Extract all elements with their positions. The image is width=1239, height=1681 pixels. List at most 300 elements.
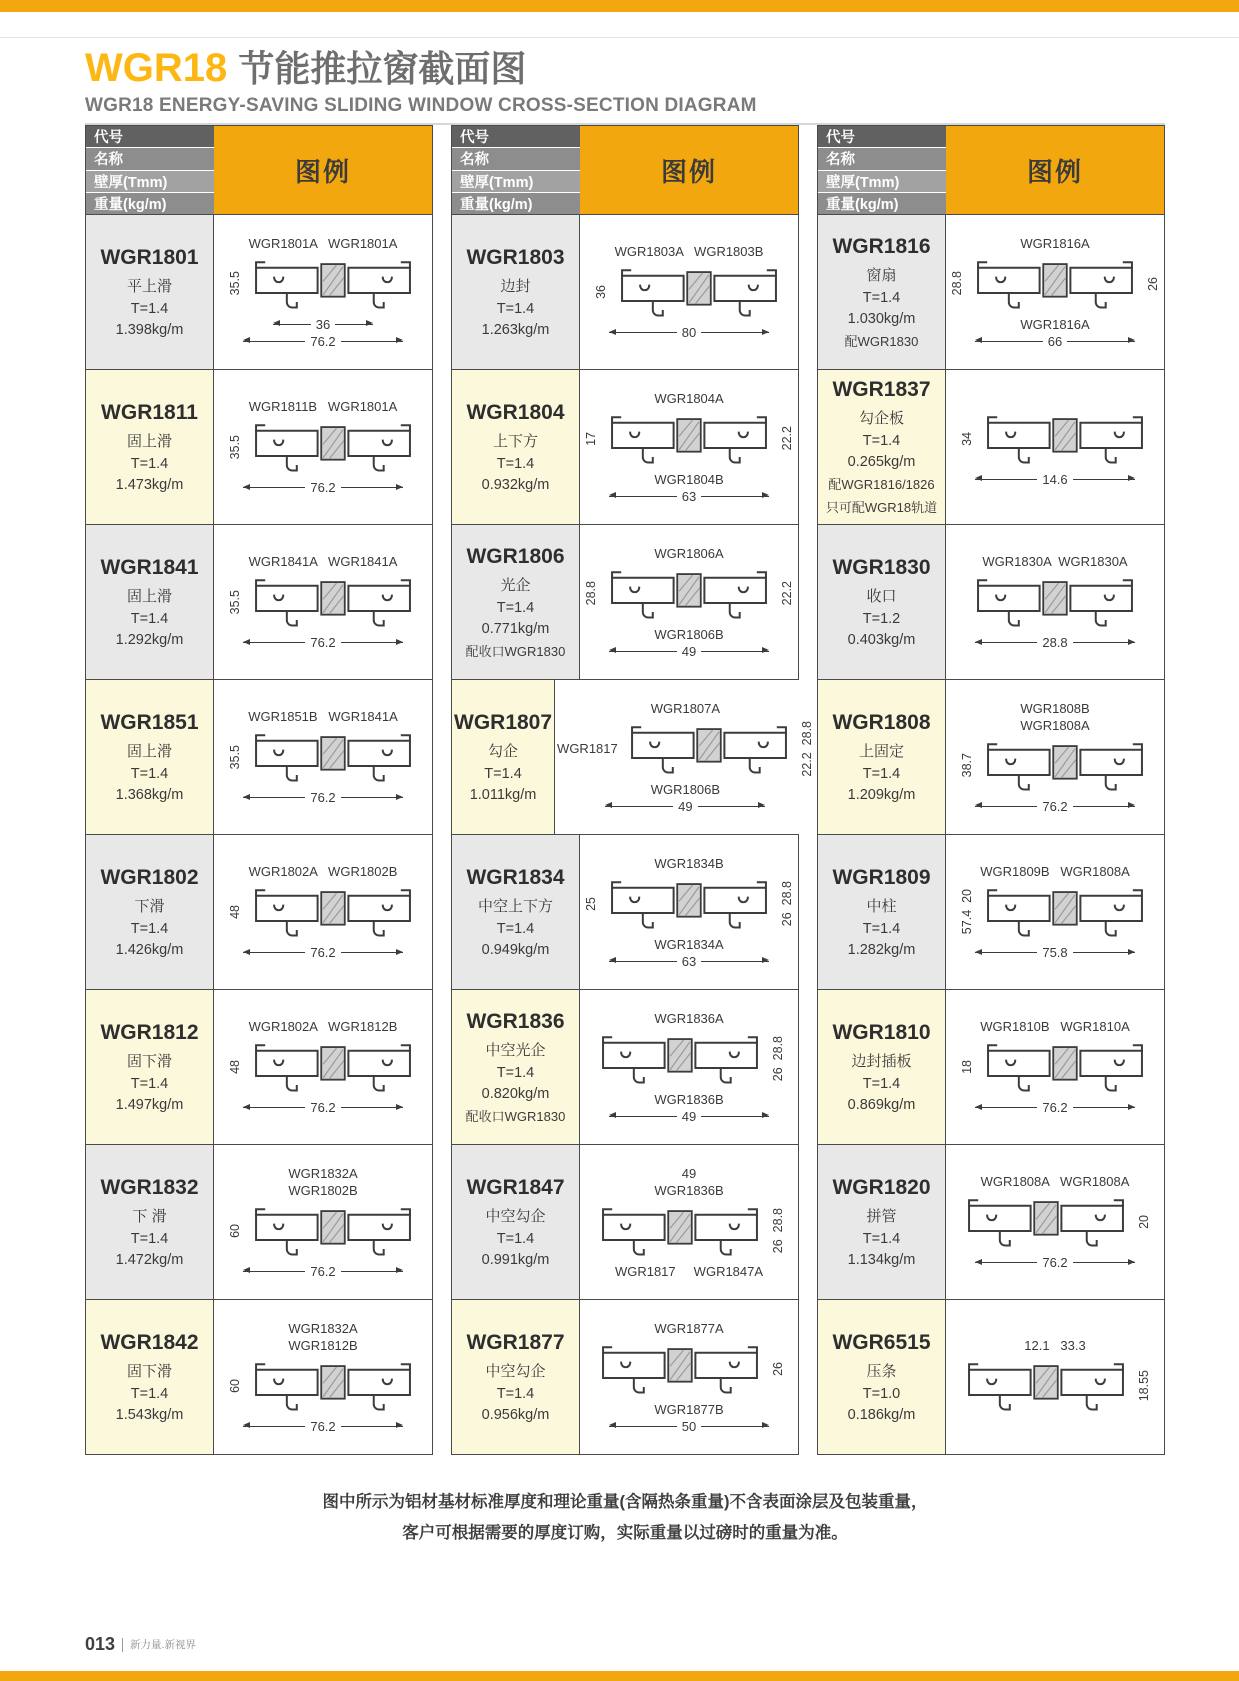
unit-weight: 1.368kg/m [115,787,184,803]
product-code: WGR1830 [832,556,931,579]
product-code: WGR1808 [832,711,931,734]
dimension-line [273,317,373,332]
product-row [86,1299,432,1454]
profile-cross-section-drawing [247,573,419,631]
dimension-value: 76.2 [310,635,336,650]
wall-thickness: T=1.2 [862,611,901,627]
diagram-cell [580,215,798,369]
diagram-body [594,1202,785,1260]
product-info [452,525,580,679]
compat-note: 只可配WGR18轨道 [825,500,938,515]
product-code: WGR1877 [466,1331,565,1354]
diagram-cell [214,835,432,989]
product-info [86,680,214,834]
left-dimension: 34 [959,431,974,446]
unit-weight: 1.030kg/m [847,310,916,327]
left-dimension: 35.5 [227,434,242,460]
profile-drawing-wrap [247,728,419,786]
wall-thickness: T=1.4 [862,921,901,937]
diagram-top-labels: WGR1803A WGR1803B [614,244,764,259]
product-name: 拼管 [866,1208,897,1225]
wall-thickness: T=1.4 [862,766,901,782]
dim-arrow-left [243,1107,305,1108]
diagram-cell [946,1300,1164,1454]
diagram-top-labels: WGR1809B WGR1808A [980,864,1130,879]
unit-weight: 1.426kg/m [115,942,184,958]
dimension-line [605,799,765,814]
diagram-bottom-label: WGR1804B [654,471,724,487]
profile-table-column-2 [451,125,814,1455]
header-label: 壁厚(Tmm) [86,171,214,193]
diagram-body [584,565,794,623]
product-row [452,369,798,524]
product-info [86,525,214,679]
dim-arrow-left [975,479,1037,480]
product-row [818,1299,1164,1454]
dim-arrow-left [975,1262,1037,1263]
diagram-bottom-label: WGR1806B [650,781,721,797]
dim-arrow-right [701,1426,769,1427]
right-dimension: 26 [770,1361,785,1376]
product-info [86,835,214,989]
unit-weight: 0.956kg/m [481,1407,550,1423]
profile-table-column-3 [817,125,1165,1455]
product-name: 固上滑 [126,433,172,450]
left-dimension: 57.4 20 [959,889,974,935]
product-row [86,989,432,1144]
product-name: 收口 [866,588,897,605]
product-name: 压条 [866,1363,897,1380]
dimension-line [975,1255,1135,1270]
profile-cross-section-drawing [594,1202,766,1260]
diagram-top-labels: WGR1802A WGR1812B [248,1019,398,1034]
diagram-body [594,1030,785,1088]
diagram-top-labels: WGR1830A WGR1830A [982,554,1128,569]
profile-cross-section-drawing [979,1038,1151,1096]
diagram-top-labels-2: WGR1808A [1020,717,1090,733]
product-info [452,1145,580,1299]
dim-arrow-left [273,324,311,325]
product-row [86,834,432,989]
header-label: 名称 [86,148,214,170]
diagram-top-labels: WGR1816A [1020,235,1090,251]
product-info [452,835,580,989]
profile-drawing-wrap [594,1340,766,1398]
product-code: WGR1834 [466,866,565,889]
right-dimension: 22.2 [780,426,794,451]
profile-drawing-wrap [960,1193,1132,1251]
product-name: 中空勾企 [485,1208,546,1225]
dim-arrow-right [701,496,769,497]
product-code: WGR1803 [466,246,565,269]
profile-cross-section-drawing [247,418,419,476]
dimension-value: 49 [681,643,697,659]
dimension-value: 49 [681,1108,697,1124]
unit-weight: 0.265kg/m [847,454,916,470]
product-code: WGR1804 [466,401,565,424]
profile-drawing-wrap [979,1038,1151,1096]
diagram-top-labels: WGR1808A WGR1808A [980,1174,1130,1189]
product-code: WGR1832 [100,1176,199,1199]
diagram-top-labels: WGR1810B WGR1810A [980,1019,1130,1034]
diagram-body [960,883,1151,941]
product-row [452,989,798,1144]
header-label: 代号 [452,126,580,148]
wall-thickness: T=1.4 [496,456,535,472]
title-chinese: 节能推拉窗截面图 [238,48,527,89]
unit-weight: 0.186kg/m [847,1407,916,1423]
diagram-body [594,263,785,321]
diagram-body [584,410,794,468]
dimension-line [243,790,403,805]
header-label-rows [86,126,214,214]
unit-weight: 1.472kg/m [115,1252,184,1268]
profile-table-column-1 [85,125,433,1455]
dim-arrow-left [609,1116,677,1117]
product-code: WGR1841 [100,556,199,579]
dim-arrow-right [335,324,373,325]
diagram-bottom-label: WGR1836B [654,1091,724,1107]
unit-weight: 1.263kg/m [481,322,550,338]
diagram-body [960,410,1151,468]
diagram-cell [946,1145,1164,1299]
profile-drawing-wrap [979,883,1151,941]
product-row [86,214,432,369]
page-header [85,46,1165,125]
dim-arrow-left [609,651,677,652]
product-row [818,524,1164,679]
dim-arrow-left [243,1426,305,1427]
diagram-top-labels: WGR1807A [650,700,721,716]
profile-drawing-wrap [960,1357,1132,1415]
product-code: WGR1801 [100,246,199,269]
product-row [818,369,1164,524]
right-dimension: 26 28.8 [770,1207,785,1254]
profile-drawing-wrap [247,1202,419,1260]
unit-weight: 1.473kg/m [115,477,184,493]
product-info [452,990,580,1144]
left-dimension: 18 [959,1060,974,1074]
unit-weight: 1.282kg/m [847,942,916,958]
dimension-line [243,945,403,960]
dim-arrow-left [243,1271,305,1272]
profile-cross-section-drawing [594,1030,766,1088]
dimension-value: 50 [681,1418,697,1434]
page-tagline: 新力量.新视界 [130,1639,196,1651]
diagram-body [557,720,814,778]
profile-drawing-wrap [247,418,419,476]
diagram-top-labels: WGR1804A [654,390,724,406]
left-dimension: 35.5 [227,744,242,770]
dim-arrow-left [243,952,305,953]
wall-thickness: T=1.4 [130,301,169,317]
diagram-bottom-label: WGR1806B [654,626,724,642]
top-accent-bar [0,0,1239,12]
legend-header: 图例 [214,126,432,214]
product-code: WGR1837 [832,378,931,401]
diagram-cell [580,835,798,989]
product-info [818,525,946,679]
profile-drawing-wrap [613,263,785,321]
product-name: 下滑 [134,898,165,915]
product-code: WGR1851 [100,711,199,734]
profile-cross-section-drawing [979,737,1151,795]
top-rule [0,37,1239,38]
right-dimension: 18.55 [1136,1369,1151,1402]
dim-arrow-left [243,487,305,488]
table-header [86,126,432,214]
product-name: 中空上下方 [477,898,553,915]
header-label-rows [818,126,946,214]
diagram-top-labels: WGR1832A [288,1320,358,1336]
profile-cross-section-drawing [247,1202,419,1260]
dim-arrow-left [609,332,677,333]
unit-weight: 0.932kg/m [481,477,550,493]
diagram-top-labels: WGR1811B WGR1801A [248,399,398,414]
right-dimension: 20 [1136,1215,1151,1229]
product-row [452,1299,798,1454]
product-name: 中空勾企 [485,1363,546,1380]
diagram-top-labels: 49 [681,1165,697,1181]
right-dimension: 22.2 [780,581,794,606]
left-dimension: 28.8 [584,581,598,606]
dimension-line [975,799,1135,814]
footer-notes [85,1487,1165,1549]
product-name: 上固定 [858,743,904,760]
right-dimension: 26 [1146,276,1160,291]
left-dimension: 35.5 [227,589,242,615]
dim-arrow-right [1067,341,1135,342]
left-dimension: 48 [227,905,242,919]
profile-drawing-wrap [979,737,1151,795]
dim-arrow-left [243,642,305,643]
dim-arrow-right [341,642,403,643]
wall-thickness: T=1.4 [130,921,169,937]
dim-arrow-right [1073,642,1135,643]
diagram-cell [214,215,432,369]
unit-weight: 1.292kg/m [115,632,184,648]
wall-thickness: T=1.4 [130,766,169,782]
diagram-body [228,728,419,786]
wall-thickness: T=1.4 [130,611,169,627]
product-name: 上下方 [492,433,538,450]
dimension-value: 76.2 [310,790,336,805]
product-code: WGR1842 [100,1331,199,1354]
diagram-cell [580,990,798,1144]
wall-thickness: T=1.4 [496,599,535,616]
product-info [86,215,214,369]
product-name: 勾企板 [858,410,904,427]
dimension-value: 76.2 [310,1418,336,1434]
header-label: 代号 [86,126,214,148]
diagram-cell [580,1300,798,1454]
dimension-line [975,945,1135,960]
diagram-cell [946,990,1164,1144]
footer-note-line1: 图中所示为铝材基材标准厚度和理论重量(含隔热条重量)不含表面涂层及包装重量， [322,1493,928,1511]
wall-thickness: T=1.4 [130,1386,169,1402]
dim-arrow-right [341,1426,403,1427]
diagram-body [960,1038,1151,1096]
wall-thickness: T=1.0 [862,1386,901,1402]
profile-cross-section-drawing [979,410,1151,468]
diagram-body [228,573,419,631]
diagram-cell [580,370,798,524]
profile-drawing-wrap [603,875,775,933]
dimension-value: 76.2 [1042,1100,1068,1115]
compat-note: 配收口WGR1830 [465,1108,566,1124]
diagram-body [228,255,419,313]
dimension-line [975,1100,1135,1115]
profile-drawing-wrap [623,720,795,778]
diagram-top-labels: WGR1877A [654,1320,724,1336]
page-title [85,46,1165,91]
product-info [452,680,555,834]
dimension-value: 66 [1047,333,1063,349]
product-row [452,214,798,369]
unit-weight: 0.771kg/m [481,620,550,637]
right-dimension: 26 28.8 [770,1035,785,1082]
diagram-body [228,1357,419,1415]
diagram-top-labels-2: WGR1836B [654,1182,724,1198]
product-code: WGR6515 [832,1331,931,1354]
series-code: WGR18 [85,46,228,90]
unit-weight: 1.011kg/m [469,787,537,803]
diagram-top-labels-2: WGR1812B [288,1337,358,1353]
product-row [452,834,798,989]
dim-arrow-right [701,332,769,333]
header-label: 壁厚(Tmm) [452,171,580,193]
dimension-value: 76.2 [1042,1255,1068,1270]
dim-arrow-left [609,496,677,497]
profile-drawing-wrap [247,1038,419,1096]
product-info [86,1300,214,1454]
dim-arrow-left [605,806,673,807]
diagram-cell [946,215,1164,369]
product-code: WGR1812 [100,1021,199,1044]
diagram-cell [214,370,432,524]
diagram-top-labels: WGR1836A [654,1010,724,1026]
product-row [818,834,1164,989]
left-dimension: 28.8 [950,271,964,296]
dim-arrow-left [609,1426,677,1427]
product-code: WGR1809 [832,866,931,889]
product-row [818,214,1164,369]
unit-weight: 0.991kg/m [481,1252,550,1268]
product-info [86,1145,214,1299]
left-dimension: 35.5 [227,271,242,296]
dimension-line [609,954,769,969]
diagram-body [960,1357,1151,1415]
dim-arrow-right [701,961,769,962]
dim-arrow-right [1073,1262,1135,1263]
profile-cross-section-drawing [247,1038,419,1096]
wall-thickness: T=1.4 [496,1231,535,1247]
header-label: 名称 [452,148,580,170]
profile-cross-section-drawing [247,728,419,786]
compat-note: 配WGR1816/1826 [828,477,935,492]
diagram-cell [214,525,432,679]
dim-arrow-right [341,797,403,798]
dim-arrow-left [975,806,1037,807]
product-name: 固上滑 [126,588,172,605]
header-label-rows [452,126,580,214]
product-code: WGR1806 [466,544,565,568]
diagram-body [228,1038,419,1096]
compat-note: 配WGR1830 [844,333,919,349]
product-row [452,679,814,834]
profile-cross-section-drawing [969,573,1141,631]
dim-arrow-left [975,952,1037,953]
wall-thickness: T=1.4 [130,456,169,472]
wall-thickness: T=1.4 [862,289,901,306]
table-header [452,126,798,214]
dimension-line [609,325,769,340]
diagram-cell [214,1145,432,1299]
unit-weight: 0.869kg/m [847,1097,916,1113]
diagram-bottom-label: WGR1834A [654,936,724,952]
dim-arrow-right [341,341,403,342]
diagram-body [584,875,794,933]
product-code: WGR1820 [832,1176,931,1199]
left-dimension: 38.7 [959,753,974,778]
profile-cross-section-drawing [594,1340,766,1398]
wall-thickness: T=1.4 [496,301,535,317]
dim-arrow-right [1073,479,1135,480]
profile-cross-section-drawing [960,1357,1132,1415]
dimension-line [243,334,403,349]
diagram-top-labels: WGR1841A WGR1841A [248,554,398,569]
unit-weight: 1.134kg/m [847,1252,916,1268]
diagram-top-labels: WGR1801A WGR1801A [248,235,398,251]
profile-drawing-wrap [247,573,419,631]
dim-arrow-right [1073,952,1135,953]
dimension-line [243,1264,403,1279]
wall-thickness: T=1.4 [496,921,535,937]
unit-weight: 0.820kg/m [481,1085,550,1102]
profile-cross-section-drawing [969,255,1141,313]
dimension-line [609,644,769,659]
dimension-value: 63 [681,953,697,969]
dim-arrow-left [975,642,1037,643]
dimension-value: 76.2 [310,1263,336,1279]
profile-tables [85,125,1165,1455]
dimension-line [243,1100,403,1115]
header-label: 名称 [818,148,946,170]
diagram-cell [214,1300,432,1454]
product-info [452,370,580,524]
profile-drawing-wrap [594,1030,766,1088]
profile-cross-section-drawing [247,883,419,941]
dimension-value: 76.2 [1042,798,1068,814]
dimension-line [609,489,769,504]
product-name: 窗扇 [866,266,897,284]
dim-arrow-right [701,651,769,652]
profile-cross-section-drawing [603,565,775,623]
dim-arrow-right [1073,1107,1135,1108]
product-info [818,215,946,369]
right-dimension: 26 28.8 [780,880,794,927]
compat-note: 配收口WGR1830 [465,643,566,659]
diagram-body [960,737,1151,795]
dimension-value: 49 [678,798,693,814]
diagram-bottom-label: WGR1817 WGR1847A [614,1263,764,1279]
profile-drawing-wrap [969,573,1141,631]
diagram-top-labels: WGR1851B WGR1841A [248,709,398,724]
product-info [818,990,946,1144]
product-code: WGR1802 [100,866,199,889]
dimension-line [975,635,1135,650]
product-info [86,990,214,1144]
